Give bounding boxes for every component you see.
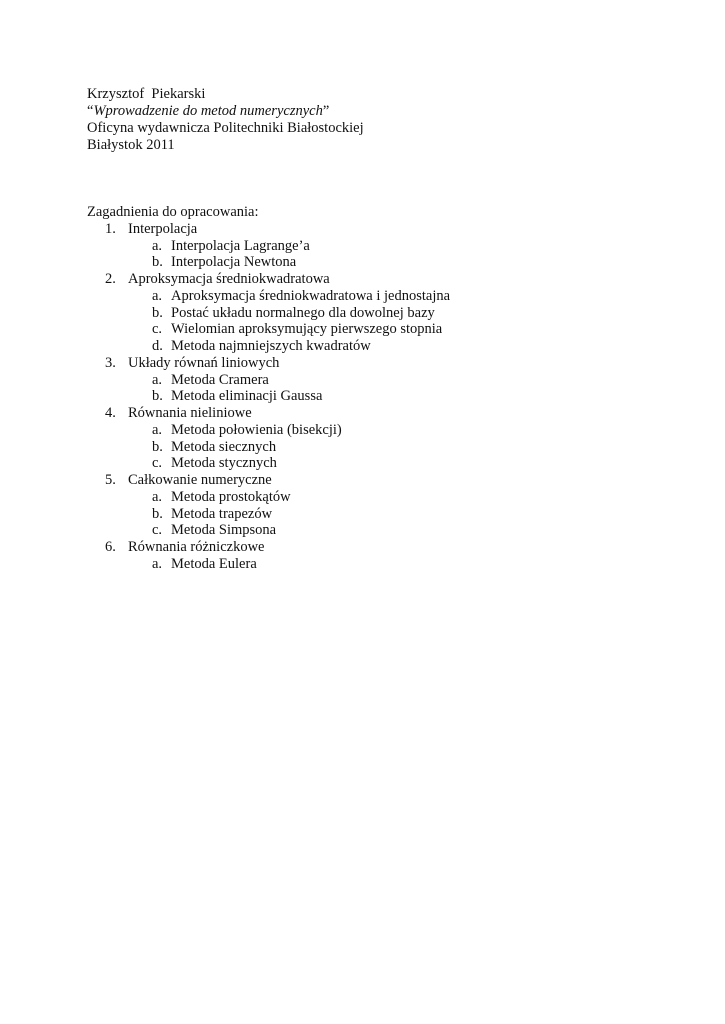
topics-list xyxy=(87,221,450,573)
topic-heading xyxy=(87,271,450,288)
subtopic-label: Metoda trapezów xyxy=(171,505,273,522)
topic-heading xyxy=(87,539,450,556)
topic-number: 3. xyxy=(105,354,116,371)
subtopic-item xyxy=(87,338,450,355)
topic-item xyxy=(87,405,450,472)
subtopic-label: Metoda siecznych xyxy=(171,438,277,455)
subtopic-label: Metoda połowienia (bisekcji) xyxy=(171,421,342,438)
subtopic-item xyxy=(87,556,450,573)
subtopic-item xyxy=(87,439,450,456)
subtopic-list xyxy=(87,288,450,355)
bibliography-header xyxy=(87,86,364,154)
book-title: Wprowadzenie do metod numerycznych xyxy=(93,103,323,119)
subtopic-letter: a. xyxy=(152,488,163,505)
subtopic-letter: a. xyxy=(152,237,163,254)
subtopic-letter: a. xyxy=(152,555,163,572)
subtopic-item xyxy=(87,372,450,389)
book-title-line xyxy=(87,103,364,120)
subtopic-item xyxy=(87,506,450,523)
subtopic-item xyxy=(87,522,450,539)
subtopic-item xyxy=(87,238,450,255)
subtopic-label: Metoda stycznych xyxy=(171,455,277,472)
subtopic-label: Metoda najmniejszych kwadratów xyxy=(171,338,371,354)
quote-close: ” xyxy=(322,103,330,119)
subtopic-item xyxy=(87,422,450,439)
subtopic-letter: a. xyxy=(152,421,163,438)
topics-section xyxy=(87,204,450,573)
subtopic-label: Interpolacja Lagrange’a xyxy=(171,237,310,254)
topics-title: Zagadnienia do opracowania: xyxy=(87,204,259,220)
topic-item xyxy=(87,221,450,271)
subtopic-label: Metoda Simpsona xyxy=(171,522,277,539)
subtopic-item xyxy=(87,321,450,338)
author-name: Krzysztof Piekarski xyxy=(87,86,206,102)
subtopic-letter: a. xyxy=(152,371,163,388)
topic-number: 2. xyxy=(105,271,116,287)
subtopic-label: Metoda Cramera xyxy=(171,371,269,388)
topic-number: 1. xyxy=(105,220,116,237)
topic-number: 5. xyxy=(105,472,116,488)
topic-heading xyxy=(87,405,450,422)
topic-label: Aproksymacja średniokwadratowa xyxy=(128,271,330,287)
subtopic-label: Metoda Eulera xyxy=(171,555,257,572)
subtopic-list xyxy=(87,372,450,406)
topic-label: Całkowanie numeryczne xyxy=(128,472,272,488)
topic-number: 6. xyxy=(105,539,116,555)
subtopic-letter: b. xyxy=(152,388,163,405)
topic-item xyxy=(87,539,450,573)
subtopic-label: Aproksymacja średniokwadratowa i jednostajna xyxy=(171,287,451,304)
place-year: Białystok 2011 xyxy=(87,137,175,153)
subtopic-label: Metoda eliminacji Gaussa xyxy=(171,388,323,405)
topic-label: Układy równań liniowych xyxy=(128,354,280,371)
subtopic-item xyxy=(87,489,450,506)
subtopic-letter: b. xyxy=(152,254,163,271)
subtopic-item xyxy=(87,254,450,271)
subtopic-label: Postać układu normalnego dla dowolnej bazy xyxy=(171,304,435,321)
topic-heading xyxy=(87,221,450,238)
subtopic-item xyxy=(87,455,450,472)
subtopic-letter: d. xyxy=(152,338,163,354)
subtopic-letter: b. xyxy=(152,438,163,455)
subtopic-label: Interpolacja Newtona xyxy=(171,254,297,271)
topic-label: Interpolacja xyxy=(128,220,198,237)
subtopic-label: Metoda prostokątów xyxy=(171,488,291,505)
subtopic-item xyxy=(87,305,450,322)
subtopic-letter: b. xyxy=(152,304,163,321)
topic-item xyxy=(87,355,450,405)
subtopic-list xyxy=(87,422,450,472)
subtopic-item xyxy=(87,288,450,305)
subtopic-list xyxy=(87,489,450,539)
topic-heading xyxy=(87,355,450,372)
subtopic-letter: c. xyxy=(152,321,163,338)
subtopic-label: Wielomian aproksymujący pierwszego stopnia xyxy=(171,321,443,338)
topic-label: Równania nieliniowe xyxy=(128,405,252,421)
subtopic-list xyxy=(87,556,450,573)
subtopic-letter: b. xyxy=(152,505,163,522)
subtopic-letter: c. xyxy=(152,455,163,472)
topic-item xyxy=(87,472,450,539)
topic-number: 4. xyxy=(105,405,116,421)
subtopic-list xyxy=(87,238,450,272)
topic-label: Równania różniczkowe xyxy=(128,539,265,555)
topic-item xyxy=(87,271,450,355)
publisher: Oficyna wydawnicza Politechniki Białostockiej xyxy=(87,120,364,136)
quote-open: “ xyxy=(87,103,94,119)
subtopic-letter: c. xyxy=(152,522,163,539)
subtopic-item xyxy=(87,388,450,405)
topic-heading xyxy=(87,472,450,489)
subtopic-letter: a. xyxy=(152,287,163,304)
